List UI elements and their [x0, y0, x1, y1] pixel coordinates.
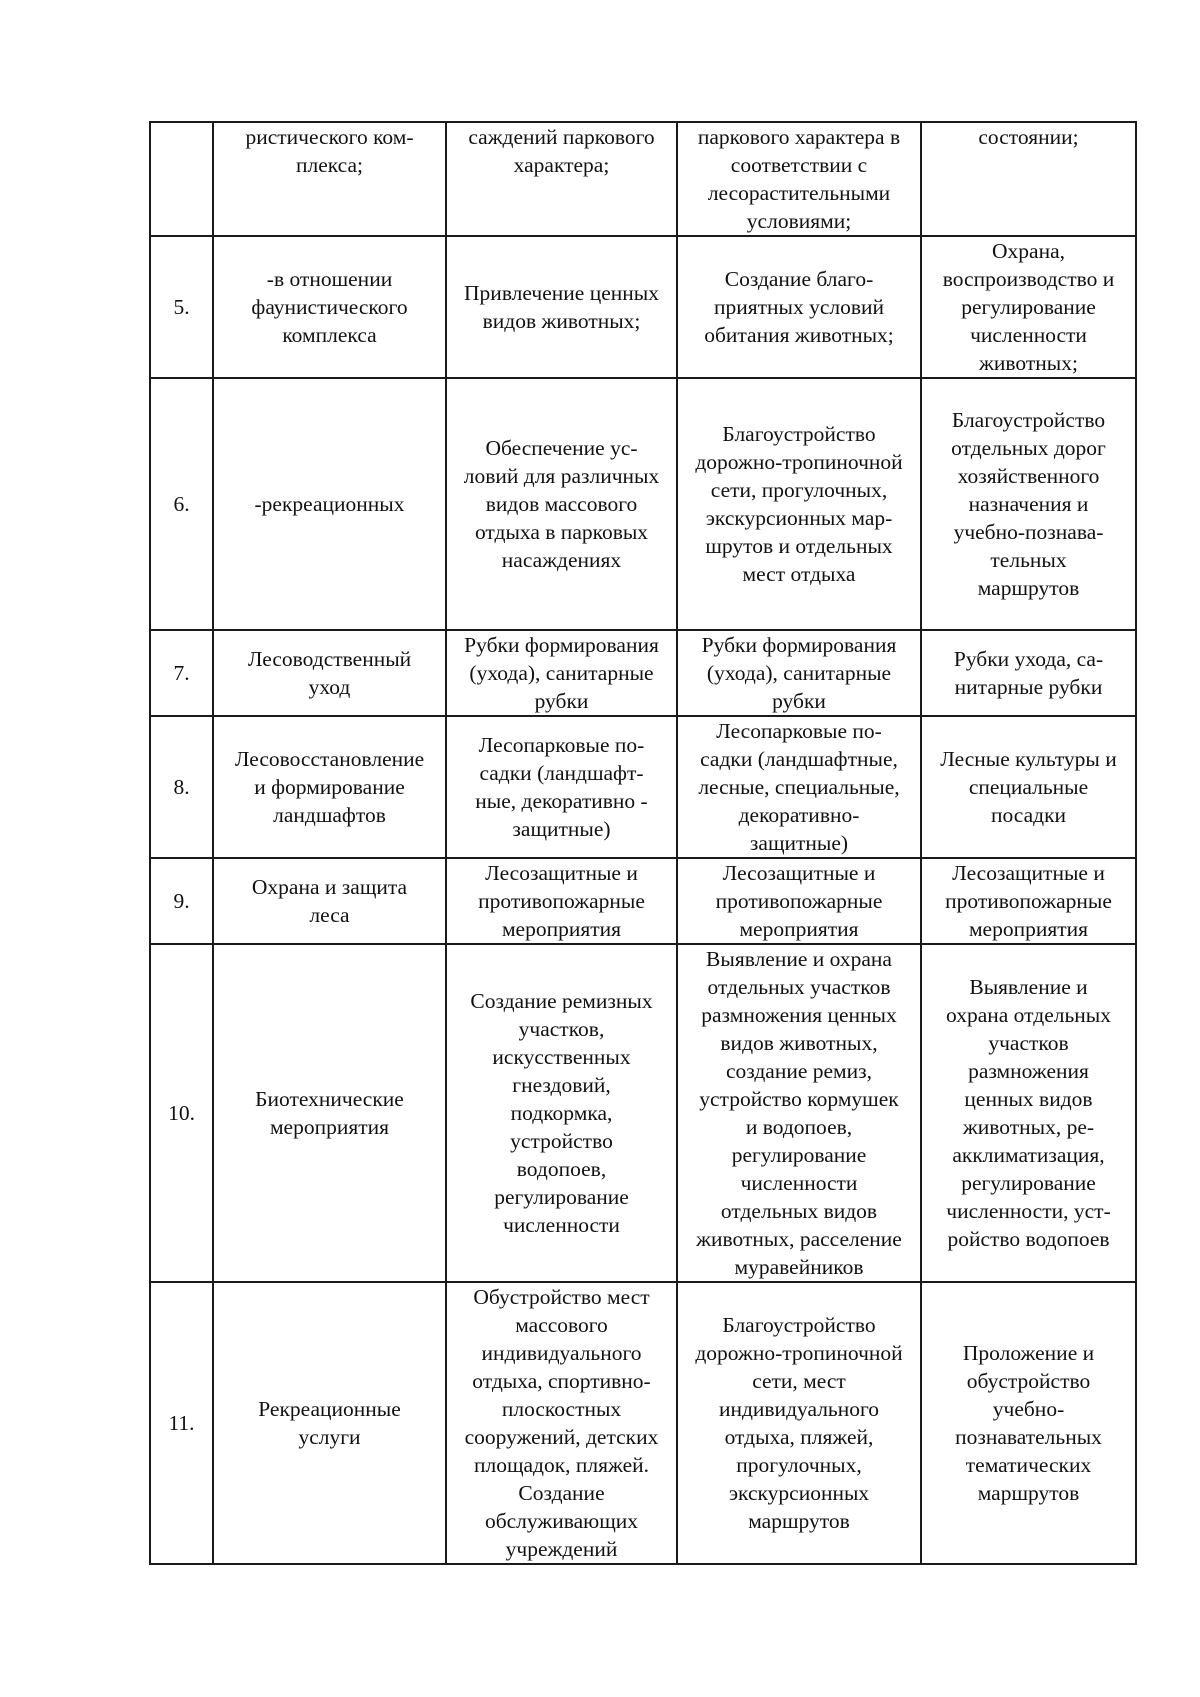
requirements-cell: Проложение и обустройство учебно- познавательных тематических маршрутов [921, 1282, 1136, 1564]
measure-category-cell: Охрана и защита леса [213, 858, 446, 944]
measure-category-cell: Лесовосстановление и формирование ландшафтов [213, 716, 446, 858]
goal-cell: Обеспечение ус- ловий для различных видов массового отдыха в парковых насаждениях [446, 378, 677, 630]
row-number-cell: 7. [150, 630, 213, 716]
table-row [150, 378, 1136, 630]
goal-cell: Лесопарковые по- садки (ландшафт- ные, декоративно - защитные) [446, 716, 677, 858]
table-row [150, 236, 1136, 378]
activities-cell: Благоустройство дорожно-тропиночной сети, мест индивидуального отдыха, пляжей, прогулочных, экскурсионных маршрутов [677, 1282, 921, 1564]
activities-cell: Благоустройство дорожно-тропиночной сети, прогулочных, экскурсионных мар- шрутов и отдельных мест отдыха [677, 378, 921, 630]
table-row [150, 944, 1136, 1282]
activities-cell: Лесопарковые по- садки (ландшафтные, лесные, специальные, декоративно- защитные) [677, 716, 921, 858]
measure-category-cell: Лесоводственный уход [213, 630, 446, 716]
requirements-cell: Лесные культуры и специальные посадки [921, 716, 1136, 858]
requirements-cell: Лесозащитные и противопожарные мероприятия [921, 858, 1136, 944]
measure-category-cell: ристического ком- плекса; [213, 122, 446, 236]
activities-cell: Рубки формирования (ухода), санитарные рубки [677, 630, 921, 716]
requirements-cell: Выявление и охрана отдельных участков размножения ценных видов животных, ре- акклиматизация, регулирование численности, уст- ройство водопоев [921, 944, 1136, 1282]
goal-cell: саждений паркового характера; [446, 122, 677, 236]
row-number-cell: 11. [150, 1282, 213, 1564]
requirements-cell: состоянии; [921, 122, 1136, 236]
row-number-cell: 9. [150, 858, 213, 944]
activities-cell: Лесозащитные и противопожарные мероприятия [677, 858, 921, 944]
requirements-cell: Благоустройство отдельных дорог хозяйственного назначения и учебно-познава- тельных маршрутов [921, 378, 1136, 630]
table-row [150, 858, 1136, 944]
table-row [150, 630, 1136, 716]
activities-cell: Выявление и охрана отдельных участков размножения ценных видов животных, создание ремиз, устройство кормушек и водопоев, регулирование численности отдельных видов животных, расселение муравейников [677, 944, 921, 1282]
measure-category-cell: Рекреационные услуги [213, 1282, 446, 1564]
table-row [150, 716, 1136, 858]
measures-table [149, 121, 1137, 1565]
goal-cell: Лесозащитные и противопожарные мероприятия [446, 858, 677, 944]
table-row [150, 1282, 1136, 1564]
measure-category-cell: -в отношении фаунистического комплекса [213, 236, 446, 378]
requirements-cell: Охрана, воспроизводство и регулирование численности животных; [921, 236, 1136, 378]
row-number-cell [150, 122, 213, 236]
measure-category-cell: -рекреационных [213, 378, 446, 630]
row-number-cell: 5. [150, 236, 213, 378]
row-number-cell: 8. [150, 716, 213, 858]
goal-cell: Привлечение ценных видов животных; [446, 236, 677, 378]
measure-category-cell: Биотехнические мероприятия [213, 944, 446, 1282]
goal-cell: Обустройство мест массового индивидуального отдыха, спортивно- плоскостных сооружений, детских площадок, пляжей. Создание обслуживающих учреждений [446, 1282, 677, 1564]
activities-cell: паркового характера в соответствии с лесорастительными условиями; [677, 122, 921, 236]
requirements-cell: Рубки ухода, са- нитарные рубки [921, 630, 1136, 716]
activities-cell: Создание благо- приятных условий обитания животных; [677, 236, 921, 378]
goal-cell: Создание ремизных участков, искусственных гнездовий, подкормка, устройство водопоев, регулирование численности [446, 944, 677, 1282]
goal-cell: Рубки формирования (ухода), санитарные рубки [446, 630, 677, 716]
row-number-cell: 10. [150, 944, 213, 1282]
table-row-continuation [150, 122, 1136, 236]
row-number-cell: 6. [150, 378, 213, 630]
